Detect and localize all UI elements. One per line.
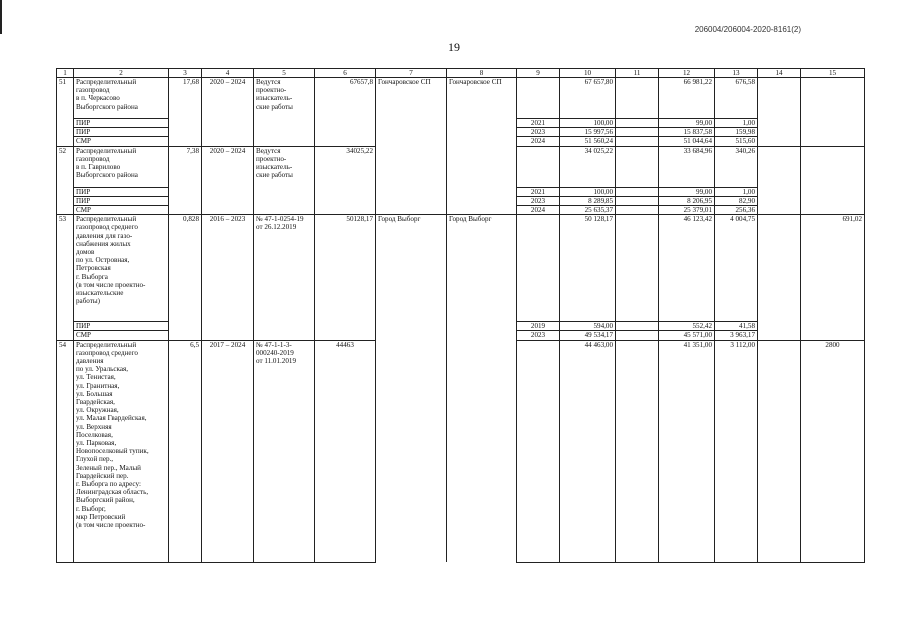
total-cost: 50 128,17: [560, 215, 616, 322]
col-header: 2: [74, 69, 169, 78]
total-cost: 67 657,80: [560, 78, 616, 119]
row-number: 53: [57, 215, 74, 340]
regional-budget: 51 044,64: [659, 137, 715, 146]
owner: Гончаровское СП: [447, 78, 517, 215]
estimated-cost: 34025,22: [315, 146, 376, 215]
pipe-length: 0,828: [169, 215, 202, 340]
regional-budget: 25 379,01: [659, 206, 715, 215]
work-type: СМР: [74, 206, 169, 215]
work-type: ПИР: [74, 187, 169, 196]
total-cost: 25 635,37: [560, 206, 616, 215]
empty-cell: [616, 119, 659, 128]
empty-cell: [616, 128, 659, 137]
empty-cell: [616, 331, 659, 340]
col-header: 11: [616, 69, 659, 78]
column-number-row: [57, 69, 865, 78]
projects-table: [56, 68, 865, 563]
work-type: ПИР: [74, 322, 169, 331]
col-header: 12: [659, 69, 715, 78]
empty-cell: [616, 78, 659, 119]
empty-cell: [758, 146, 801, 215]
empty-cell: [616, 322, 659, 331]
col-header: 1: [57, 69, 74, 78]
year-cell: 2023: [517, 196, 560, 205]
municipality: Город Выборг: [376, 215, 447, 562]
col-header: 8: [447, 69, 517, 78]
estimated-cost: 50128,17: [315, 215, 376, 340]
estimated-cost: 67657,8: [315, 78, 376, 147]
year-cell: 2024: [517, 137, 560, 146]
period: 2016 – 2023: [202, 215, 254, 340]
col-header: 4: [202, 69, 254, 78]
regional-budget: 66 981,22: [659, 78, 715, 119]
year-cell: [517, 215, 560, 322]
year-cell: [517, 146, 560, 187]
total-cost: 51 560,24: [560, 137, 616, 146]
empty-cell: [758, 78, 801, 147]
year-cell: 2024: [517, 206, 560, 215]
regional-budget: 99,00: [659, 119, 715, 128]
project-doc: № 47-1-0254-19 от 26.12.2019: [254, 215, 315, 340]
total-cost: 594,00: [560, 322, 616, 331]
col-header: 3: [169, 69, 202, 78]
local-budget: 676,58: [715, 78, 758, 119]
local-budget: 82,90: [715, 196, 758, 205]
total-cost: 44 463,00: [560, 340, 616, 562]
owner: Город Выборг: [447, 215, 517, 562]
document-number: 206004/206004-2020-8161(2): [694, 25, 801, 34]
municipality: Гончаровское СП: [376, 78, 447, 215]
col-header: 5: [254, 69, 315, 78]
row-number: 51: [57, 78, 74, 147]
col-header: 7: [376, 69, 447, 78]
regional-budget: 8 206,95: [659, 196, 715, 205]
local-budget: 41,58: [715, 322, 758, 331]
project-doc: Ведутся проектно- изыскатель- ские работы: [254, 146, 315, 215]
empty-cell: [801, 78, 865, 147]
table-row: [57, 78, 865, 119]
row-number: 52: [57, 146, 74, 215]
project-doc: № 47-1-1-3- 000240-2019 от 11.01.2019: [254, 340, 315, 562]
object-name: Распределительный газопровод среднего давления для газо- снабжения жилых домов по ул. Островная, Петровская г. Выборга (в том числе проектно- изыскательские работы): [74, 215, 169, 322]
year-cell: [517, 78, 560, 119]
estimated-cost: 44463: [315, 340, 376, 562]
empty-cell: [758, 215, 801, 340]
project-doc: Ведутся проектно- изыскатель- ские работы: [254, 78, 315, 147]
col-header: 15: [801, 69, 865, 78]
total-cost: 34 025,22: [560, 146, 616, 187]
empty-cell: [801, 146, 865, 215]
work-type: ПИР: [74, 119, 169, 128]
local-budget: 340,26: [715, 146, 758, 187]
work-type: СМР: [74, 137, 169, 146]
other-sources: 2800: [801, 340, 865, 562]
local-budget: 3 112,00: [715, 340, 758, 562]
regional-budget: 45 571,00: [659, 331, 715, 340]
regional-budget: 41 351,00: [659, 340, 715, 562]
pipe-length: 6,5: [169, 340, 202, 562]
total-cost: 8 289,85: [560, 196, 616, 205]
empty-cell: [616, 340, 659, 562]
regional-budget: 33 684,96: [659, 146, 715, 187]
other-sources: 691,02: [801, 215, 865, 340]
total-cost: 100,00: [560, 119, 616, 128]
object-name: Распределительный газопровод в п. Гаврилово Выборгского района: [74, 146, 169, 187]
total-cost: 15 997,56: [560, 128, 616, 137]
empty-cell: [616, 196, 659, 205]
total-cost: 100,00: [560, 187, 616, 196]
year-cell: 2021: [517, 187, 560, 196]
object-name: Распределительный газопровод в п. Черкасово Выборгского района: [74, 78, 169, 119]
period: 2020 – 2024: [202, 78, 254, 147]
work-type: ПИР: [74, 196, 169, 205]
local-budget: 159,98: [715, 128, 758, 137]
local-budget: 1,00: [715, 187, 758, 196]
year-cell: 2021: [517, 119, 560, 128]
year-cell: [517, 340, 560, 562]
year-cell: 2023: [517, 331, 560, 340]
col-header: 6: [315, 69, 376, 78]
pipe-length: 17,68: [169, 78, 202, 147]
object-name: Распределительный газопровод среднего давления по ул. Уральская, ул. Тенистая, ул. Гранитная, ул. Большая Гвардейская, ул. Окружная, ул. Малая Гвардейская, ул. Верхняя Поселковая, ул. Парковая, Новопоселковый тупик, Глухой пер., Зеленый пер., Малый Гвардейский пер. г. Выборга по адресу: Ленинградская область, Выборгский район, г. Выборг, мкр Петровский (в том числе проектно-: [74, 340, 169, 562]
year-cell: 2019: [517, 322, 560, 331]
regional-budget: 46 123,42: [659, 215, 715, 322]
total-cost: 49 534,17: [560, 331, 616, 340]
local-budget: 3 963,17: [715, 331, 758, 340]
local-budget: 515,60: [715, 137, 758, 146]
regional-budget: 99,00: [659, 187, 715, 196]
pipe-length: 7,38: [169, 146, 202, 215]
work-type: СМР: [74, 331, 169, 340]
col-header: 13: [715, 69, 758, 78]
empty-cell: [616, 215, 659, 322]
work-type: ПИР: [74, 128, 169, 137]
col-header: 14: [758, 69, 801, 78]
regional-budget: 552,42: [659, 322, 715, 331]
period: 2017 – 2024: [202, 340, 254, 562]
regional-budget: 15 837,58: [659, 128, 715, 137]
period: 2020 – 2024: [202, 146, 254, 215]
row-number: 54: [57, 340, 74, 562]
local-budget: 1,00: [715, 119, 758, 128]
empty-cell: [616, 187, 659, 196]
page-number: 19: [448, 40, 460, 54]
col-header: 10: [560, 69, 616, 78]
empty-cell: [758, 340, 801, 562]
empty-cell: [616, 137, 659, 146]
empty-cell: [616, 146, 659, 187]
col-header: 9: [517, 69, 560, 78]
table-row: [57, 215, 865, 322]
scan-margin-line: [0, 0, 2, 34]
local-budget: 4 004,75: [715, 215, 758, 322]
empty-cell: [616, 206, 659, 215]
year-cell: 2023: [517, 128, 560, 137]
local-budget: 256,36: [715, 206, 758, 215]
